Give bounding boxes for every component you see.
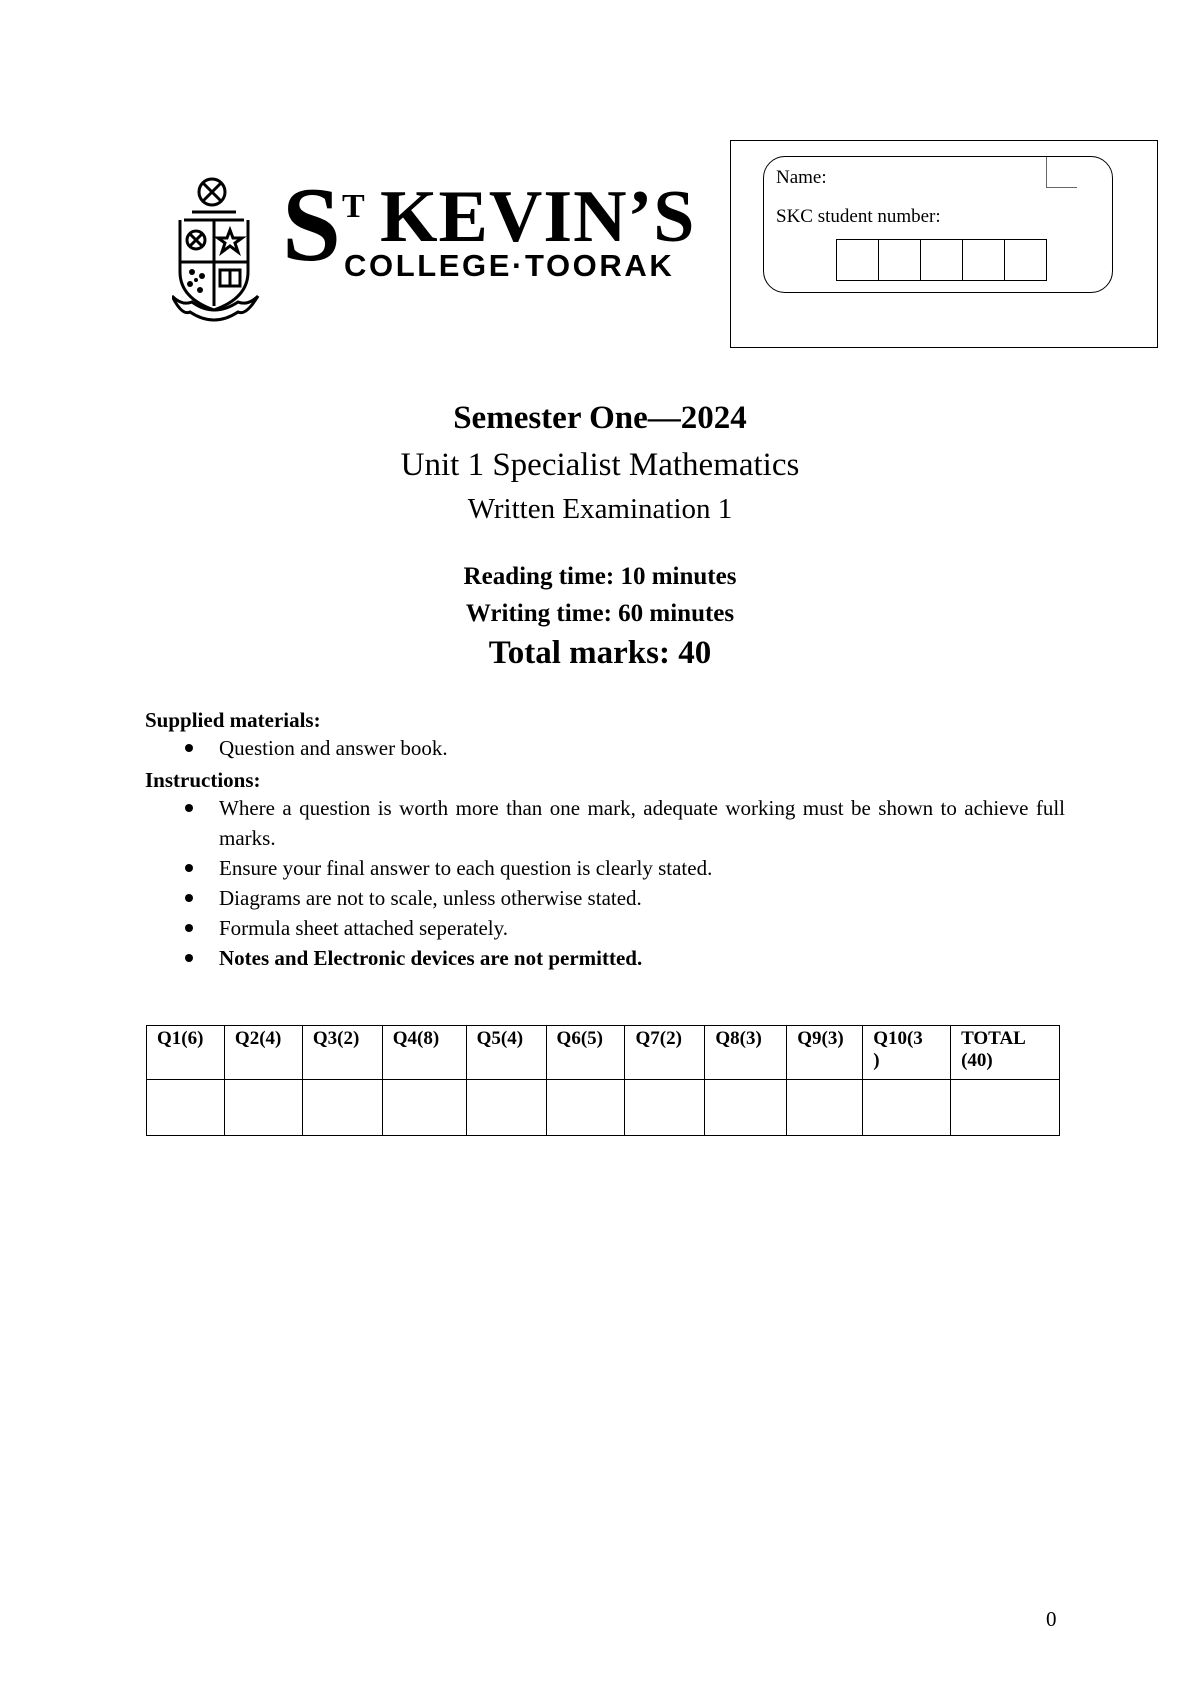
table-header-cell: Q9(3)	[787, 1026, 863, 1080]
list-item: Ensure your final answer to each question is clearly stated.	[145, 853, 1065, 883]
table-header-cell: Q5(4)	[466, 1026, 546, 1080]
score-cell[interactable]	[147, 1080, 225, 1136]
semester-title: Semester One—2024	[453, 400, 747, 436]
digit-box[interactable]	[837, 240, 879, 280]
score-cell[interactable]	[863, 1080, 951, 1136]
score-cell[interactable]	[951, 1080, 1060, 1136]
wordmark-main: KEVIN’S	[380, 176, 696, 258]
writing-time: Writing time: 60 minutes	[465, 600, 735, 627]
name-label: Name:	[776, 167, 827, 188]
instructions-section	[145, 768, 1065, 973]
exam-title: Written Examination 1	[467, 493, 733, 525]
table-header-cell: TOTAL (40)	[951, 1026, 1060, 1080]
student-id-box	[730, 140, 1158, 348]
marks-table	[146, 1025, 1060, 1136]
wordmark-s: S	[282, 166, 341, 283]
score-cell[interactable]	[302, 1080, 382, 1136]
page-number: 0	[1046, 1607, 1057, 1631]
supplied-materials-list	[145, 733, 1065, 763]
digit-box[interactable]	[1005, 240, 1047, 280]
supplied-materials-label: Supplied materials:	[145, 708, 321, 732]
table-header-cell: Q6(5)	[546, 1026, 625, 1080]
wordmark-t: T	[342, 188, 366, 225]
table-header-cell: Q2(4)	[224, 1026, 302, 1080]
score-cell[interactable]	[546, 1080, 625, 1136]
list-item: Diagrams are not to scale, unless otherwise stated.	[145, 883, 1065, 913]
table-header-cell: Q4(8)	[382, 1026, 466, 1080]
table-row	[147, 1080, 1060, 1136]
score-cell[interactable]	[224, 1080, 302, 1136]
instructions-label: Instructions:	[145, 768, 261, 792]
subject-title: Unit 1 Specialist Mathematics	[400, 447, 800, 483]
table-header-cell: Q3(2)	[302, 1026, 382, 1080]
instructions-list	[145, 793, 1065, 973]
list-item: Notes and Electronic devices are not permitted.	[145, 943, 1065, 973]
table-header-row	[147, 1026, 1060, 1080]
wordmark-sub: COLLEGE·TOORAK	[344, 248, 675, 283]
list-item: Question and answer book.	[145, 733, 1065, 763]
table-header-cell: Q8(3)	[705, 1026, 787, 1080]
student-id-panel	[763, 156, 1113, 293]
score-cell[interactable]	[382, 1080, 466, 1136]
student-number-label: SKC student number:	[776, 206, 941, 227]
score-cell[interactable]	[625, 1080, 705, 1136]
digit-box[interactable]	[879, 240, 921, 280]
list-item: Formula sheet attached seperately.	[145, 913, 1065, 943]
table-header-cell: Q7(2)	[625, 1026, 705, 1080]
score-cell[interactable]	[787, 1080, 863, 1136]
college-wordmark-logo	[282, 166, 712, 288]
corner-mark	[1046, 157, 1077, 188]
supplied-materials-section	[145, 708, 1065, 763]
score-cell[interactable]	[466, 1080, 546, 1136]
digit-box[interactable]	[921, 240, 963, 280]
college-crest-logo	[172, 176, 264, 332]
student-number-boxes	[836, 239, 1047, 281]
table-header-cell: Q1(6)	[147, 1026, 225, 1080]
digit-box[interactable]	[963, 240, 1005, 280]
reading-time: Reading time: 10 minutes	[463, 563, 737, 590]
table-header-cell: Q10(3 )	[863, 1026, 951, 1080]
list-item: Where a question is worth more than one mark, adequate working must be shown to achieve full marks.	[145, 793, 1065, 853]
score-cell[interactable]	[705, 1080, 787, 1136]
total-marks: Total marks: 40	[488, 635, 712, 671]
